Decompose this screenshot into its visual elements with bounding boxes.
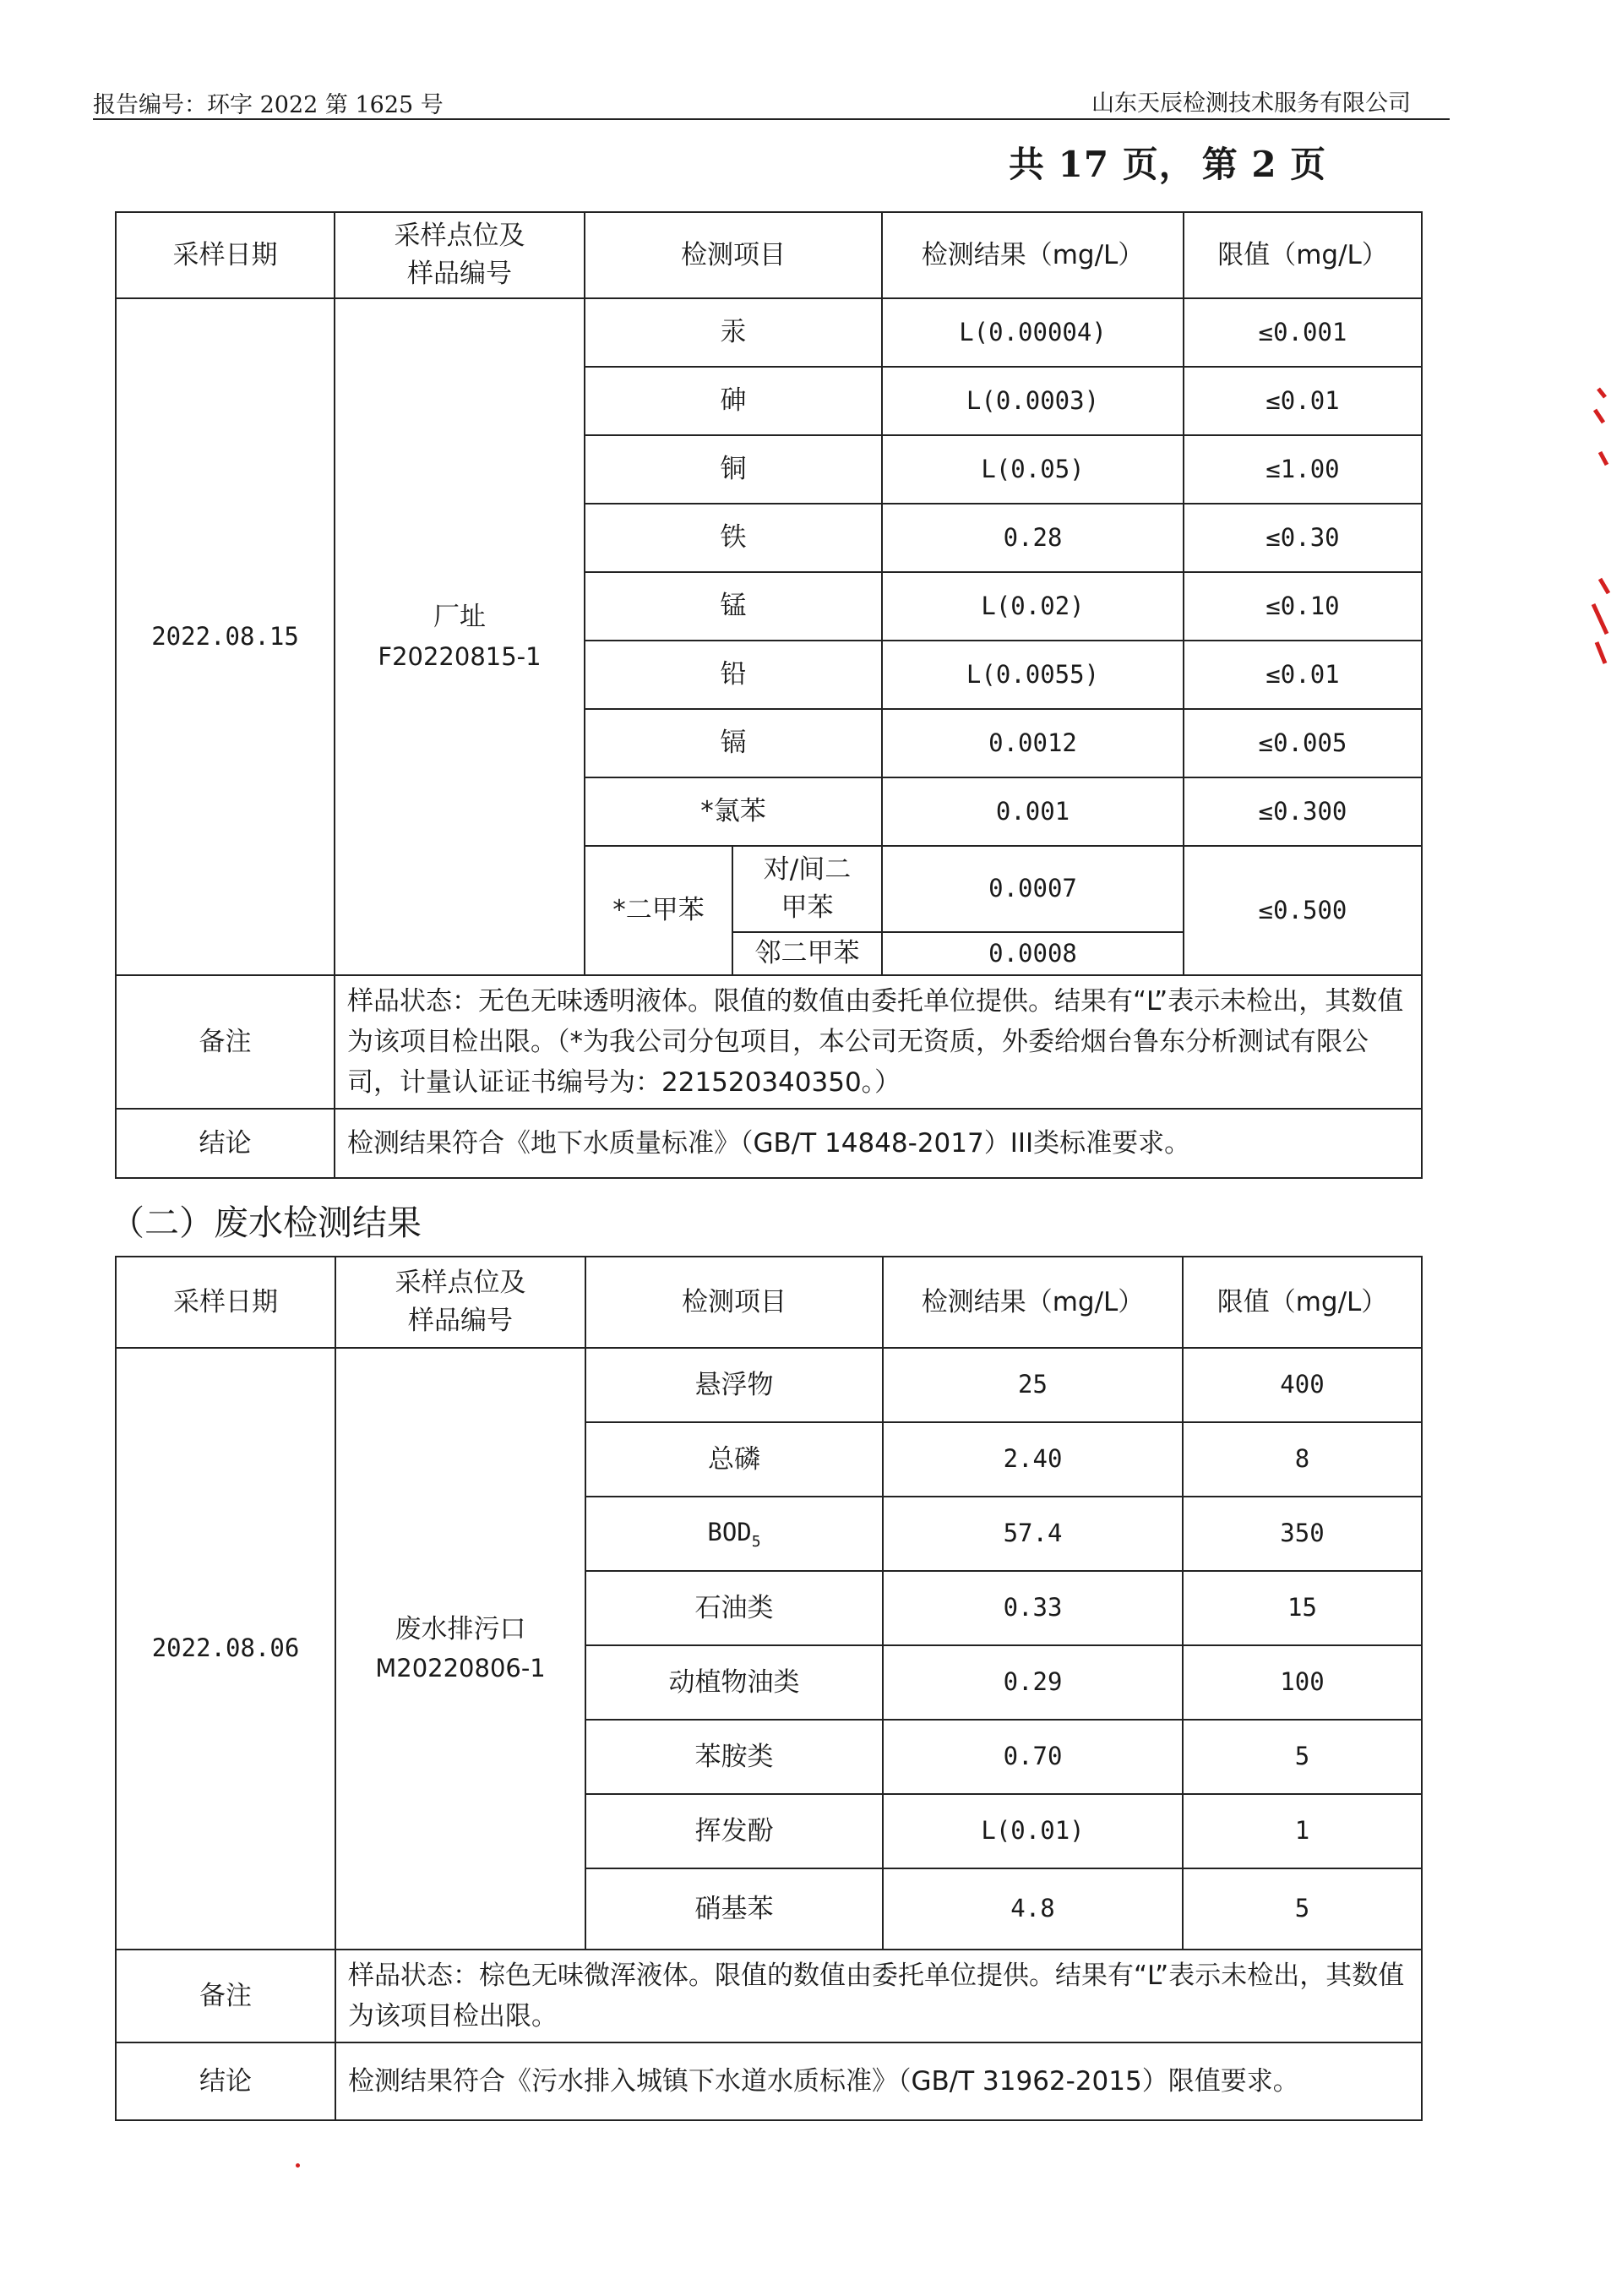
result-cell: 0.29 [883, 1645, 1183, 1720]
page-indicator [1005, 137, 1330, 188]
col-header-point: 采样点位及 样品编号 [335, 212, 585, 298]
limit-cell: ≤0.10 [1184, 572, 1422, 641]
limit-cell: ≤0.500 [1184, 846, 1422, 975]
remark-row [116, 1950, 1422, 2042]
item-cell: 总磷 [585, 1422, 883, 1497]
conclusion-label: 结论 [116, 1109, 335, 1178]
sample-date: 2022.08.15 [116, 298, 335, 975]
limit-cell: ≤0.005 [1184, 709, 1422, 777]
limit-cell: 8 [1183, 1422, 1422, 1497]
table-row [116, 1348, 1422, 1422]
result-cell: 0.0007 [882, 846, 1184, 932]
remark-text: 样品状态：无色无味透明液体。限值的数值由委托单位提供。结果有“L”表示未检出，其数值为该项目检出限。（*为我公司分包项目，本公司无资质，外委给烟台鲁东分析测试有限公司，计量认证证书编号为：221520340350。） [335, 975, 1422, 1109]
result-cell: 25 [883, 1348, 1183, 1422]
limit-cell: ≤0.30 [1184, 504, 1422, 572]
sample-point: 厂址 F20220815-1 [335, 298, 585, 975]
limit-cell: 5 [1183, 1720, 1422, 1794]
limit-cell: ≤0.300 [1184, 777, 1422, 846]
limit-cell: 5 [1183, 1868, 1422, 1950]
item-cell: 悬浮物 [585, 1348, 883, 1422]
item-cell: 石油类 [585, 1571, 883, 1645]
item-cell: 铜 [585, 435, 882, 504]
limit-cell: ≤0.01 [1184, 641, 1422, 709]
result-cell: L(0.01) [883, 1794, 1183, 1868]
item-cell: 镉 [585, 709, 882, 777]
limit-cell: ≤0.01 [1184, 367, 1422, 435]
table-row [116, 298, 1422, 367]
xylene-sub2: 邻二甲苯 [732, 932, 882, 975]
result-cell: L(0.0055) [882, 641, 1184, 709]
limit-cell: 15 [1183, 1571, 1422, 1645]
xylene-sub1: 对/间二 甲苯 [732, 846, 882, 932]
result-cell: L(0.00004) [882, 298, 1184, 367]
col-header-point: 采样点位及 样品编号 [335, 1257, 585, 1348]
conclusion-row [116, 2042, 1422, 2120]
section-title-wastewater: （二）废水检测结果 [110, 1203, 422, 1243]
result-cell: 2.40 [883, 1422, 1183, 1497]
conclusion-text: 检测结果符合《污水排入城镇下水道水质标准》（GB/T 31962-2015）限值要求。 [335, 2042, 1422, 2120]
col-header-limit: 限值（mg/L） [1184, 212, 1422, 298]
result-cell: L(0.0003) [882, 367, 1184, 435]
company-name: 山东天辰检测技术服务有限公司 [1091, 90, 1411, 117]
remark-text: 样品状态：棕色无味微浑液体。限值的数值由委托单位提供。结果有“L”表示未检出，其数值为该项目检出限。 [335, 1950, 1422, 2042]
item-cell: 硝基苯 [585, 1868, 883, 1950]
item-cell: 动植物油类 [585, 1645, 883, 1720]
col-header-date: 采样日期 [116, 212, 335, 298]
result-cell: 4.8 [883, 1868, 1183, 1950]
col-header-result: 检测结果（mg/L） [882, 212, 1184, 298]
limit-cell: 400 [1183, 1348, 1422, 1422]
item-cell: 挥发酚 [585, 1794, 883, 1868]
wastewater-results-table [115, 1256, 1423, 2121]
item-cell: *氯苯 [585, 777, 882, 846]
col-header-date: 采样日期 [116, 1257, 335, 1348]
remark-label: 备注 [116, 975, 335, 1109]
table-header-row [116, 1257, 1422, 1348]
limit-cell: 100 [1183, 1645, 1422, 1720]
header-divider [93, 118, 1450, 120]
col-header-item: 检测项目 [585, 1257, 883, 1348]
conclusion-row [116, 1109, 1422, 1178]
remark-label: 备注 [116, 1950, 335, 2042]
limit-cell: ≤1.00 [1184, 435, 1422, 504]
result-cell: 0.70 [883, 1720, 1183, 1794]
result-cell: 0.001 [882, 777, 1184, 846]
item-cell: 苯胺类 [585, 1720, 883, 1794]
result-cell: L(0.02) [882, 572, 1184, 641]
conclusion-text: 检测结果符合《地下水质量标准》（GB/T 14848-2017）III类标准要求。 [335, 1109, 1422, 1178]
col-header-item: 检测项目 [585, 212, 882, 298]
item-cell: 锰 [585, 572, 882, 641]
conclusion-label: 结论 [116, 2042, 335, 2120]
sample-point: 废水排污口 M20220806-1 [335, 1348, 585, 1950]
result-cell: 57.4 [883, 1497, 1183, 1571]
result-cell: 0.0008 [882, 932, 1184, 975]
stamp-stroke-bottom [1593, 579, 1608, 663]
groundwater-results-table [115, 211, 1423, 1179]
report-number: 报告编号：环字 2022 第 1625 号 [93, 92, 444, 118]
result-cell: 0.0012 [882, 709, 1184, 777]
page-total: 共 17 页， [1009, 144, 1195, 185]
result-cell: L(0.05) [882, 435, 1184, 504]
xylene-label: *二甲苯 [585, 846, 732, 975]
limit-cell: ≤0.001 [1184, 298, 1422, 367]
item-cell: $BOD_5$ [585, 1497, 883, 1571]
item-cell: 砷 [585, 367, 882, 435]
item-cell: 铁 [585, 504, 882, 572]
sample-date: 2022.08.06 [116, 1348, 335, 1950]
limit-cell: 350 [1183, 1497, 1422, 1571]
stamp-fragment [1588, 372, 1622, 676]
col-header-result: 检测结果（mg/L） [883, 1257, 1183, 1348]
col-header-limit: 限值（mg/L） [1183, 1257, 1422, 1348]
page-current: 第 2 页 [1201, 144, 1327, 185]
item-cell: 铅 [585, 641, 882, 709]
limit-cell: 1 [1183, 1794, 1422, 1868]
result-cell: 0.33 [883, 1571, 1183, 1645]
item-cell: 汞 [585, 298, 882, 367]
stamp-dot [296, 2163, 300, 2168]
table-header-row [116, 212, 1422, 298]
stamp-stroke-top [1595, 389, 1607, 465]
result-cell: 0.28 [882, 504, 1184, 572]
remark-row [116, 975, 1422, 1109]
